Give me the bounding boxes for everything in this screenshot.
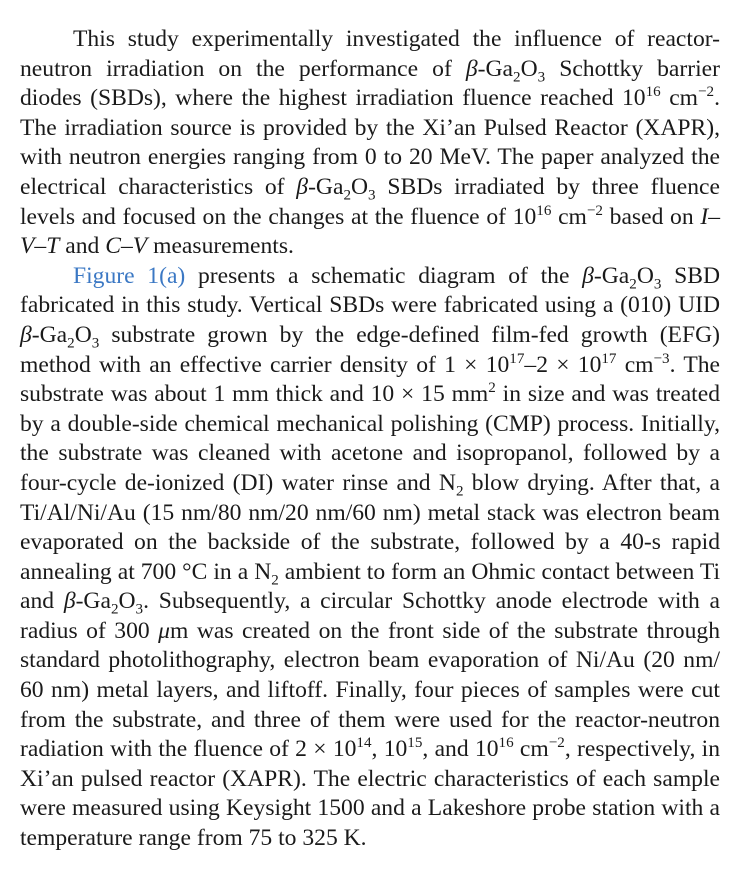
- text-run: , and 10: [422, 736, 499, 763]
- subscript: 2: [629, 276, 637, 293]
- italic-symbol: β: [465, 55, 478, 82]
- text-run: cm: [513, 736, 549, 763]
- text-run: . The substrate was about 1 mm thick and 10 × 15 mm: [20, 351, 721, 408]
- superscript: −2: [586, 202, 603, 219]
- italic-symbol: C: [105, 233, 121, 260]
- text-run: cm: [551, 203, 587, 230]
- italic-symbol: V: [20, 233, 35, 260]
- text-run: m was created on the front side of the substrate through standard photolithography, electron beam evaporation of Ni/Au (20 nm/​60 nm) metal layers, and liftoff. Finally, four pieces of samples were cut from the substrate, and three of them were used for the reactor-neutron radiation with the fluence of 2 × 10: [20, 617, 720, 763]
- italic-symbol: μ: [158, 617, 170, 644]
- text-run: -Ga: [75, 588, 111, 615]
- subscript: 3: [135, 602, 144, 618]
- subscript: 2: [343, 187, 351, 204]
- subscript: 3: [537, 69, 546, 86]
- text-run: SBD fabricated in this study. Vertical SBDs were fabricated using a (010) UID: [20, 262, 721, 319]
- text-run: cm: [616, 351, 654, 378]
- text-run: in size and was treated by a double-side chemical mechanical polishing (CMP) process. Initially, the substrate was cleaned with acetone and isopropanol, followed by a four-cycle de-ionized (DI) water rinse and N: [20, 381, 720, 496]
- text-run: -Ga: [477, 55, 514, 82]
- superscript: 15: [407, 735, 423, 752]
- text-run: , respectively, in Xi’an pulsed reactor (XAPR). The electric characteristics of each sample were measured using Keysight 1500 and a Lakeshore probe station with a temperature range from 75 to 325 K.: [20, 736, 720, 852]
- text-run: -Ga: [31, 321, 68, 348]
- subscript: 3: [91, 335, 100, 352]
- text-run: –: [34, 233, 47, 260]
- subscript: 3: [653, 276, 662, 293]
- text-run: O: [520, 55, 538, 82]
- text-run: Schottky barrier diodes (SBDs), where the highest irradiation fluence reached 10: [20, 55, 720, 112]
- italic-symbol: β: [63, 588, 76, 615]
- text-run: –2 × 10: [524, 351, 602, 378]
- text-run: ambient to form an Ohmic contact between Ti and: [20, 558, 720, 615]
- superscript: −3: [653, 350, 670, 367]
- text-run: . The irradiation source is provided by the Xi’an Pulsed Reactor (XAPR), with neutron energies ranging from 0 to 20 MeV. The paper analyzed the electrical characteristics of: [20, 85, 720, 200]
- text-run: based on: [602, 203, 701, 230]
- italic-symbol: I: [700, 203, 709, 230]
- paragraph-1: [20, 25, 720, 262]
- text-run: SBDs irradiated by three fluence levels and focused on the changes at the fluence of 10: [20, 173, 720, 230]
- italic-symbol: β: [296, 173, 309, 200]
- subscript: 2: [271, 572, 279, 589]
- superscript: −2: [698, 84, 715, 101]
- superscript: 17: [601, 350, 617, 367]
- italic-symbol: T: [46, 233, 60, 260]
- text-run: -Ga: [593, 262, 630, 289]
- superscript: 16: [498, 735, 514, 752]
- superscript: 16: [536, 202, 552, 219]
- figure-reference-link[interactable]: Figure 1(a): [73, 262, 186, 289]
- text-run: measurements.: [147, 233, 294, 260]
- text-run: This study experimentally investigated the influence of reactor-neutron irradiation on the performance of: [20, 26, 720, 82]
- text-run: O: [636, 262, 654, 289]
- paragraph-2: [20, 262, 720, 854]
- subscript: 3: [368, 187, 376, 204]
- subscript: 2: [455, 483, 464, 500]
- text-run: cm: [660, 85, 699, 112]
- text-run: . Subsequently, a circular Schottky anode electrode with a radius of 300: [20, 588, 720, 644]
- subscript: 2: [67, 335, 75, 352]
- superscript: 2: [488, 380, 496, 397]
- italic-symbol: β: [20, 321, 32, 348]
- text-run: –: [708, 203, 720, 230]
- text-run: substrate grown by the edge-defined film-fed growth (EFG) method with an effective carrier density of 1 × 10: [20, 321, 720, 378]
- text-run: O: [350, 173, 369, 200]
- text-run: -Ga: [308, 173, 344, 200]
- text-run: blow drying. After that, a Ti/Al/Ni/Au (15 nm/80 nm/20 nm/60 nm) metal stack was electron beam evaporated on the backside of the substrate, followed by a 40-s rapid annealing at 700 °C in a N: [20, 469, 720, 585]
- subscript: 2: [513, 69, 521, 86]
- text-run: O: [118, 588, 136, 615]
- text-run: , 10: [371, 736, 408, 763]
- superscript: 16: [645, 84, 661, 101]
- article-body: [20, 25, 720, 854]
- superscript: −2: [548, 735, 565, 752]
- italic-symbol: β: [582, 262, 594, 289]
- text-run: O: [74, 321, 92, 348]
- text-run: –: [120, 233, 133, 260]
- text-run: and: [59, 233, 106, 260]
- superscript: 14: [356, 735, 372, 752]
- italic-symbol: V: [132, 233, 148, 260]
- superscript: 17: [509, 350, 525, 367]
- subscript: 2: [110, 602, 119, 618]
- text-run: presents a schematic diagram of the: [185, 262, 583, 289]
